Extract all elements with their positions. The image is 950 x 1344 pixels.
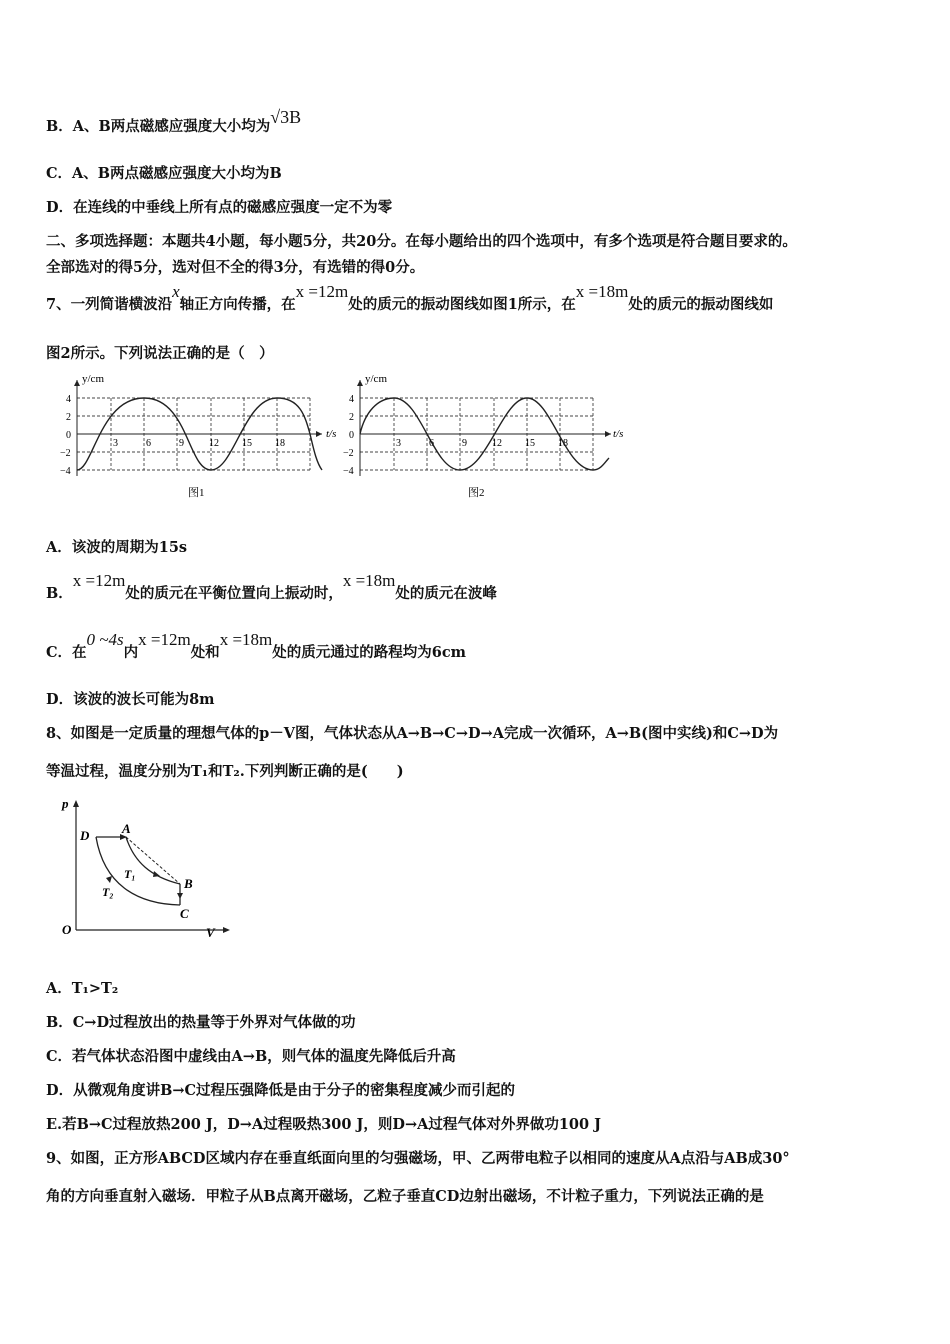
pv-label-t1: T₁ <box>124 867 136 881</box>
fig2-t-arrow <box>605 431 611 437</box>
fig1-t-label: t/s <box>326 428 337 440</box>
fig2-ytick-m2: −2 <box>343 448 354 459</box>
q7-stem-x: x <box>172 282 180 301</box>
q7-option-c-label: C．在 <box>46 644 87 661</box>
q8-option-b: B．C→D过程放出的热量等于外界对气体做的功 <box>46 1014 356 1031</box>
fig1-ytick-m4: −4 <box>60 466 71 477</box>
q8-stem-line1: 8、如图是一定质量的理想气体的p－V图，气体状态从A→B→C→D→A完成一次循环，A→B(图中实线)和C→D为 <box>46 725 779 742</box>
fig1-ttick-12: 12 <box>209 438 219 449</box>
fig2-t-label: t/s <box>613 428 624 440</box>
fig1-ytick-4: 4 <box>66 394 71 405</box>
q7-stem-x12: x =12m <box>295 282 349 301</box>
pv-label-t2: T₂ <box>102 885 114 899</box>
q7-stem-c: 处的质元的振动图线如图1所示，在 <box>348 296 576 313</box>
q7-option-a: A．该波的周期为15s <box>46 539 188 556</box>
q7-option-b <box>46 571 497 603</box>
q6-option-b-math: √3B <box>270 107 302 127</box>
pv-arrow-bc <box>177 893 183 899</box>
q7-option-c-end: 处的质元通过的路程均为6cm <box>272 644 467 661</box>
fig2-ttick-6: 6 <box>429 438 434 449</box>
q7-stem-x18: x =18m <box>575 282 629 301</box>
fig1-ttick-6: 6 <box>146 438 151 449</box>
fig1-ttick-3: 3 <box>113 438 118 449</box>
fig1-t-arrow <box>316 431 322 437</box>
fig2-y-label: y/cm <box>365 373 387 385</box>
q7-stem-line1 <box>46 282 774 314</box>
fig2-ytick-0: 0 <box>349 430 354 441</box>
fig2-ytick-2: 2 <box>349 412 354 423</box>
pv-arrow-cd <box>106 876 112 883</box>
q9-stem-line2: 角的方向垂直射入磁场．甲粒子从B点离开磁场，乙粒子垂直CD边射出磁场，不计粒子重力，下列说法正确的是 <box>46 1188 764 1205</box>
q7-figure-2 <box>343 372 638 502</box>
fig1-ytick-m2: −2 <box>60 448 71 459</box>
fig2-ttick-18: 18 <box>558 438 568 449</box>
q7-option-d: D．该波的波长可能为8m <box>46 691 215 708</box>
pv-label-p: p <box>62 796 69 811</box>
fig1-y-arrow <box>74 380 80 386</box>
q7-option-c-x18: x =18m <box>219 630 273 649</box>
q8-option-c: C．若气体状态沿图中虚线由A→B，则气体的温度先降低后升高 <box>46 1048 456 1065</box>
q7-option-c-x12: x =12m <box>138 630 191 649</box>
q8-option-a: A．T₁>T₂ <box>46 980 119 997</box>
pv-v-arrow <box>223 927 230 933</box>
q7-option-c-range: 0 ~4s <box>86 630 124 649</box>
q7-option-b-end: 处的质元在波峰 <box>395 585 497 602</box>
fig1-ytick-0: 0 <box>66 430 71 441</box>
q7-option-b-x18: x =18m <box>342 571 396 590</box>
q6-option-b-text: A、B两点磁感应强度大小均为 <box>72 118 271 135</box>
pv-arrow-ab <box>153 871 160 877</box>
q8-option-d: D．从微观角度讲B→C过程压强降低是由于分子的密集程度减少而引起的 <box>46 1082 516 1099</box>
section2-line2: 全部选对的得5分，选对但不全的得3分，有选错的得0分。 <box>46 259 425 276</box>
pv-label-c: C <box>180 906 189 921</box>
section2-line1: 二、多项选择题：本题共4小题，每小题5分，共20分。在每小题给出的四个选项中，有多个选项是符合题目要求的。 <box>46 233 797 250</box>
fig2-ttick-9: 9 <box>462 438 467 449</box>
q6-option-d: D．在连线的中垂线上所有点的磁感应强度一定不为零 <box>46 199 393 216</box>
pv-p-arrow <box>73 800 79 807</box>
q7-option-b-mid: 处的质元在平衡位置向上振动时， <box>125 585 343 602</box>
fig1-ttick-18: 18 <box>275 438 285 449</box>
q7-option-c <box>46 630 467 662</box>
pv-label-d: D <box>80 828 90 843</box>
fig1-ttick-9: 9 <box>179 438 184 449</box>
fig2-caption: 图2 <box>468 487 485 499</box>
fig1-caption: 图1 <box>188 487 205 499</box>
q7-stem-a: 7、一列简谐横波沿 <box>46 296 173 313</box>
q8-stem-line2: 等温过程，温度分别为T₁和T₂.下列判断正确的是( ) <box>46 763 404 780</box>
q6-option-b-label: B． <box>46 118 73 135</box>
q6-option-c: C．A、B两点磁感应强度大小均为B <box>46 165 282 182</box>
q7-stem-b: 轴正方向传播，在 <box>179 296 296 313</box>
q8-pv-diagram <box>56 792 246 942</box>
pv-label-b: B <box>184 876 193 891</box>
q7-option-c-and: 处和 <box>190 644 220 661</box>
fig2-ttick-12: 12 <box>492 438 502 449</box>
q7-stem-line2: 图2所示。下列说法正确的是（ ） <box>46 345 274 362</box>
q7-option-b-label: B． <box>46 585 73 602</box>
fig1-ytick-2: 2 <box>66 412 71 423</box>
pv-label-o: O <box>62 922 72 937</box>
pv-label-a: A <box>122 821 131 836</box>
q6-option-b <box>46 107 302 136</box>
fig2-ttick-15: 15 <box>525 438 535 449</box>
q7-stem-d: 处的质元的振动图线如 <box>628 296 774 313</box>
fig1-ttick-15: 15 <box>242 438 252 449</box>
q7-figure-1 <box>60 372 350 502</box>
q8-option-e: E.若B→C过程放热200 J，D→A过程吸热300 J，则D→A过程气体对外界做功100 J <box>46 1116 602 1133</box>
q7-option-b-x12: x =12m <box>72 571 126 590</box>
fig2-ttick-3: 3 <box>396 438 401 449</box>
fig2-y-arrow <box>357 380 363 386</box>
pv-label-v: V <box>206 925 215 940</box>
q7-option-c-in: 内 <box>123 644 139 661</box>
fig2-ytick-4: 4 <box>349 394 354 405</box>
fig2-ytick-m4: −4 <box>343 466 354 477</box>
fig1-y-label: y/cm <box>82 373 104 385</box>
q9-stem-line1: 9、如图，正方形ABCD区域内存在垂直纸面向里的匀强磁场，甲、乙两带电粒子以相同的速度从A点沿与AB成30° <box>46 1150 790 1167</box>
